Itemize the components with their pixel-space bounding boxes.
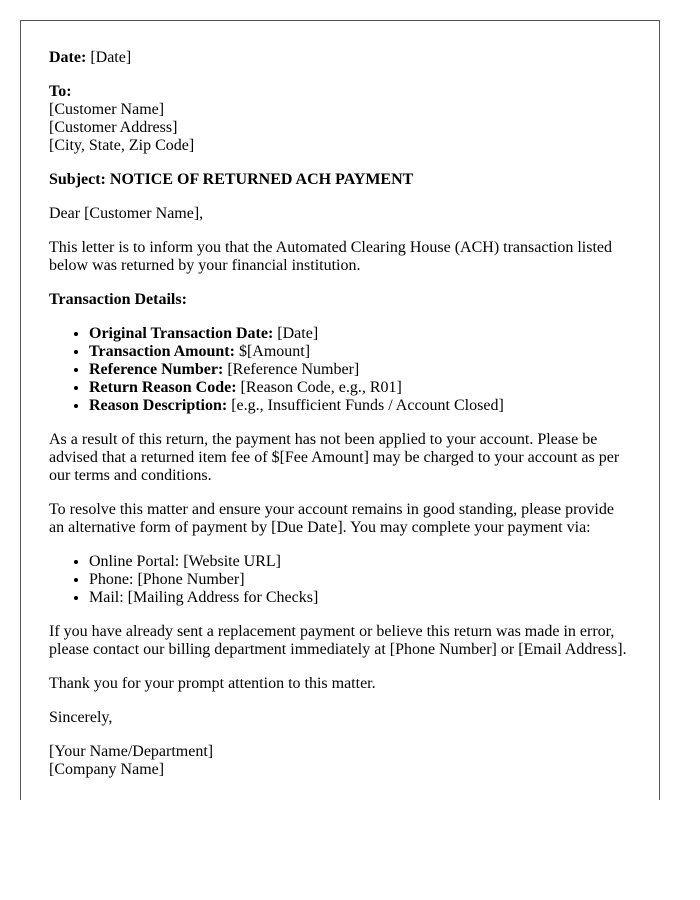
detail-value-original-date: [Date] xyxy=(277,325,319,342)
signature-block xyxy=(49,743,631,779)
transaction-details-list xyxy=(49,325,631,415)
recipient-name: [Customer Name] xyxy=(49,101,165,118)
detail-value-reason-description: [e.g., Insufficient Funds / Account Closed] xyxy=(231,397,504,414)
list-item xyxy=(89,379,631,397)
list-item xyxy=(89,361,631,379)
thanks-paragraph: Thank you for your prompt attention to this matter. xyxy=(49,675,376,692)
resolve-paragraph: To resolve this matter and ensure your account remains in good standing, please provide an alternative form of payment by [Due Date]. You may complete your payment via: xyxy=(49,501,614,536)
date-label: Date: xyxy=(49,49,87,66)
signature-company: [Company Name] xyxy=(49,761,165,778)
list-item xyxy=(89,397,631,415)
list-item xyxy=(89,343,631,361)
recipient-address: [Customer Address] xyxy=(49,119,178,136)
date-value: [Date] xyxy=(90,49,132,66)
payment-method-mail: • Mail: [Mailing Address for Checks] xyxy=(89,589,631,607)
detail-label-amount: Transaction Amount: xyxy=(89,343,235,360)
detail-value-return-code: [Reason Code, e.g., R01] xyxy=(240,379,402,396)
detail-label-original-date: Original Transaction Date: xyxy=(89,325,274,342)
recipient-label: To: xyxy=(49,83,72,100)
closing: Sincerely, xyxy=(49,709,113,726)
detail-label-reference: Reference Number: xyxy=(89,361,224,378)
detail-label-reason-description: Reason Description: xyxy=(89,397,228,414)
detail-value-amount: $[Amount] xyxy=(238,343,311,360)
recipient-block xyxy=(49,83,631,155)
subject-label: Subject: xyxy=(49,171,106,188)
detail-value-reference: [Reference Number] xyxy=(227,361,360,378)
letter-page xyxy=(20,20,660,800)
contact-paragraph: If you have already sent a replacement payment or believe this return was made in error, please contact our billing department immediately at [Phone Number] or [Email Address]. xyxy=(49,623,627,658)
signature-name-department: [Your Name/Department] xyxy=(49,743,214,760)
salutation: Dear [Customer Name], xyxy=(49,205,204,222)
subject-value: NOTICE OF RETURNED ACH PAYMENT xyxy=(109,171,414,188)
date-line xyxy=(49,49,631,67)
transaction-details-heading xyxy=(49,291,631,309)
payment-methods-list xyxy=(49,553,631,607)
list-item xyxy=(89,325,631,343)
detail-label-return-code: Return Reason Code: xyxy=(89,379,237,396)
intro-paragraph: This letter is to inform you that the Automated Clearing House (ACH) transaction listed below was returned by your financial institution. xyxy=(49,239,612,274)
payment-method-online-portal: • Online Portal: [Website URL] xyxy=(89,553,631,571)
subject-line xyxy=(49,171,631,189)
result-paragraph: As a result of this return, the payment has not been applied to your account. Please be advised that a returned item fee of $[Fee Amount] may be charged to your account as per our terms and conditions. xyxy=(49,431,620,484)
payment-method-phone: • Phone: [Phone Number] xyxy=(89,571,631,589)
recipient-city-state-zip: [City, State, Zip Code] xyxy=(49,137,195,154)
transaction-details-heading-text: Transaction Details: xyxy=(49,291,187,308)
